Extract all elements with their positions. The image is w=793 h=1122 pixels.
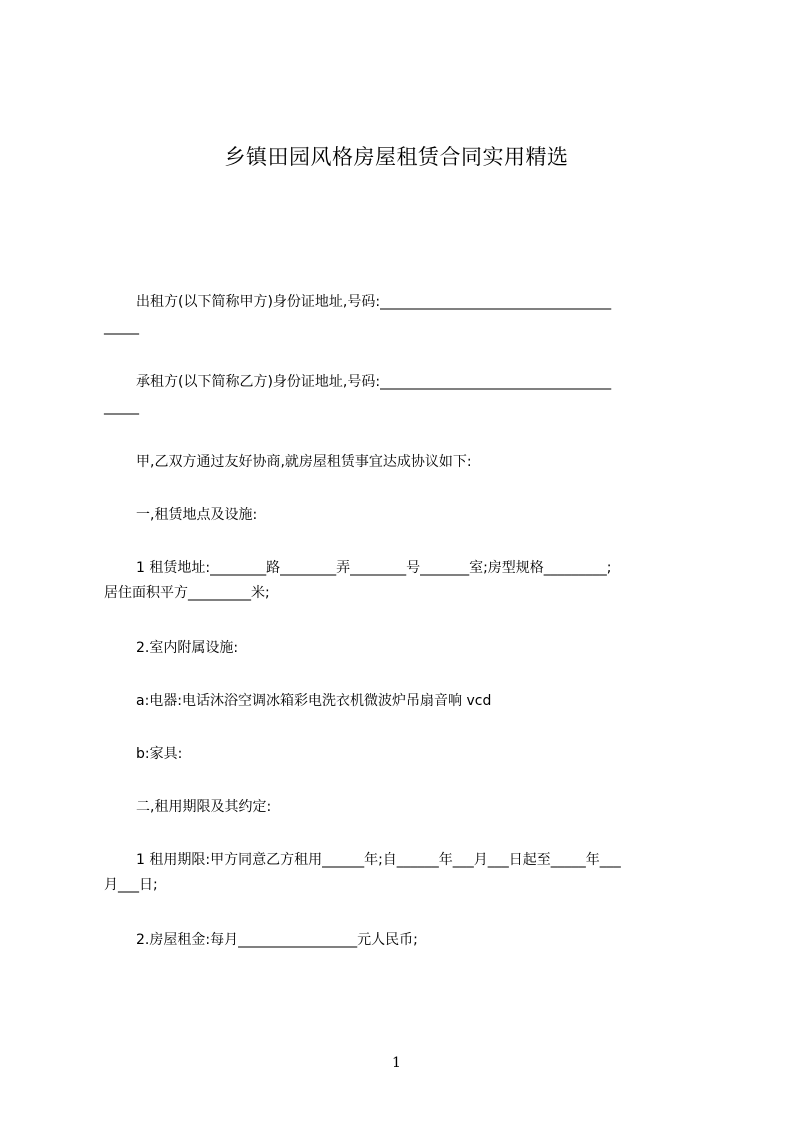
paragraph-line: 承租方(以下简称乙方)身份证地址,号码:_________________________________ xyxy=(136,374,612,390)
paragraph-lessee xyxy=(104,370,704,420)
document-title: 乡镇田园风格房屋租赁合同实用精选 xyxy=(224,145,569,169)
paragraph-line: 二,租用期限及其约定: xyxy=(136,799,272,815)
paragraph-address xyxy=(104,556,704,606)
paragraph-facilities xyxy=(104,636,704,661)
paragraph-line: b:家具: xyxy=(136,746,183,762)
section-heading-location xyxy=(104,503,704,528)
paragraph-rent xyxy=(104,928,704,953)
page-number: 1 xyxy=(392,1055,401,1071)
paragraph-agreement xyxy=(104,450,704,475)
paragraph-line: 2.室内附属设施: xyxy=(136,640,239,656)
paragraph-line: a:电器:电话沐浴空调冰箱彩电洗衣机微波炉吊扇音响 vcd xyxy=(136,693,492,709)
paragraph-line: 月___日; xyxy=(104,877,158,893)
paragraph-line: 居住面积平方_________米; xyxy=(104,585,270,601)
paragraph-appliances xyxy=(104,689,704,714)
paragraph-line: _____ xyxy=(104,319,139,335)
paragraph-furniture xyxy=(104,742,704,767)
paragraph-lessor xyxy=(104,290,704,340)
paragraph-line: _____ xyxy=(104,399,139,415)
paragraph-line: 1 租用期限:甲方同意乙方租用______年;自______年___月___日起至_____年___ xyxy=(136,852,621,868)
paragraph-rental-period xyxy=(104,848,704,898)
paragraph-line: 1 租赁地址:________路________弄________号_______室;房型规格_________; xyxy=(136,560,612,576)
paragraph-line: 甲,乙双方通过友好协商,就房屋租赁事宜达成协议如下: xyxy=(136,454,472,470)
section-heading-term xyxy=(104,795,704,820)
paragraph-line: 出租方(以下简称甲方)身份证地址,号码:_________________________________ xyxy=(136,294,612,310)
paragraph-line: 一,租赁地点及设施: xyxy=(136,507,258,523)
paragraph-line: 2.房屋租金:每月_________________元人民币; xyxy=(136,932,418,948)
